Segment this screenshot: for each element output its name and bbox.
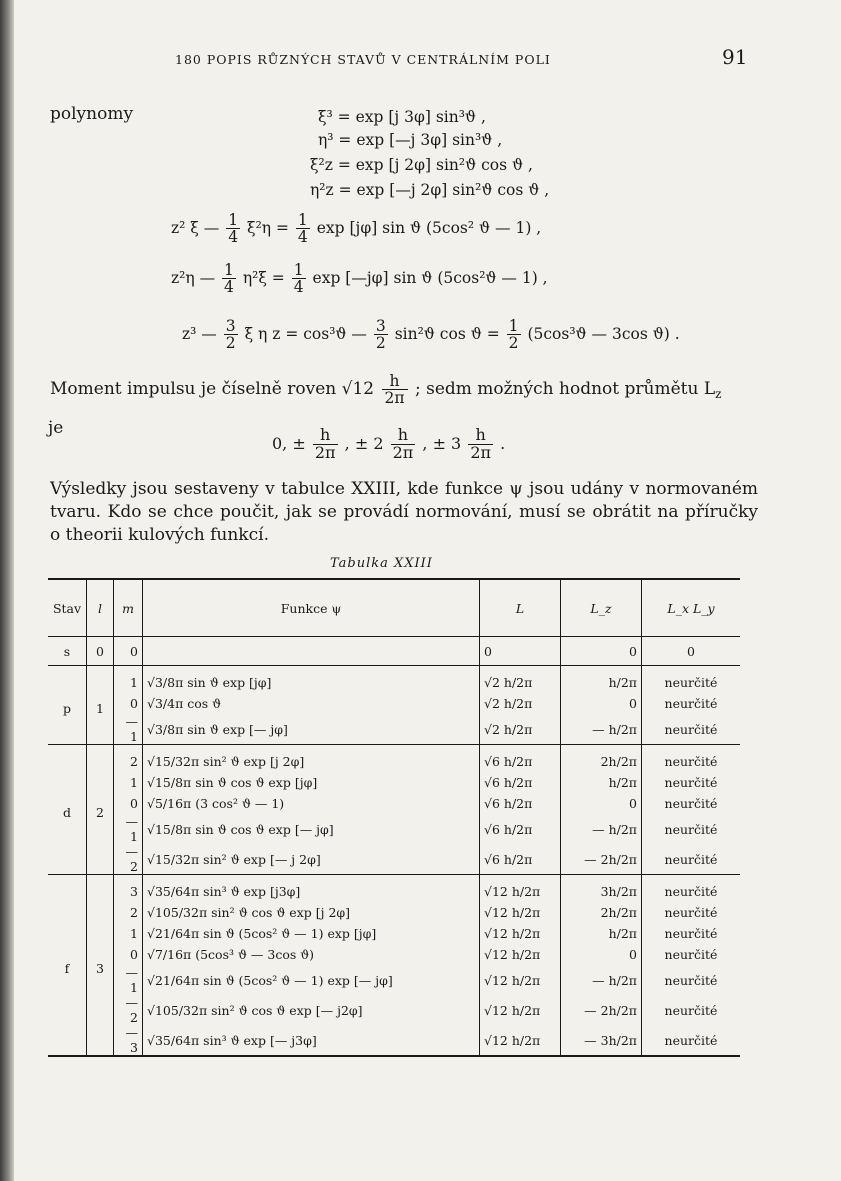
cell-LxLy: neurčité: [664, 796, 718, 811]
cell-m: 3: [114, 875, 143, 903]
table-row: [48, 793, 740, 814]
cell-Lz: 0: [561, 637, 642, 666]
cell-Lz: — 2h/2π: [561, 995, 642, 1025]
table-row: [48, 902, 740, 923]
cell-m: 1: [114, 666, 143, 694]
values-f3-num: h: [468, 427, 493, 445]
cell-l: 1: [87, 666, 114, 745]
values-frac-1: [313, 427, 338, 462]
book-binding-shadow: [0, 0, 14, 1181]
table-row: [48, 814, 740, 844]
values-f3-den: 2π: [470, 442, 492, 462]
table-row: [48, 693, 740, 714]
running-title: 180 POPIS RŮZNÝCH STAVŮ V CENTRÁLNÍM POLI: [175, 52, 551, 67]
cell-m: 2: [114, 745, 143, 773]
cell-m: 1: [114, 772, 143, 793]
cell-Lz: — h/2π: [561, 965, 642, 995]
values-f2-den: 2π: [392, 442, 414, 462]
eq6-f1-den: 4: [224, 278, 234, 297]
header-l: l: [87, 579, 114, 637]
values-f2-num: h: [391, 427, 416, 445]
cell-m: 2: [114, 902, 143, 923]
eq6-f1-num: 1: [224, 261, 234, 279]
eq7-frac-2: [374, 318, 388, 352]
values-end: .: [500, 433, 506, 453]
values-frac-2: [391, 427, 416, 462]
eq5-f1-den: 4: [228, 228, 239, 247]
eq5-frac-1: [226, 212, 240, 246]
eq6-rhs: exp [—jφ] sin ϑ (5cos²ϑ — 1) ,: [312, 268, 548, 287]
cell-L: √12 h/2π: [480, 965, 561, 995]
values-frac-3: [468, 427, 493, 462]
table-row: [48, 1025, 740, 1056]
cell-L: √12 h/2π: [480, 1025, 561, 1056]
cell-Lz: 3h/2π: [561, 875, 642, 903]
cell-L: √6 h/2π: [480, 793, 561, 814]
cell-Lz: h/2π: [561, 666, 642, 694]
cell-L: √6 h/2π: [480, 814, 561, 844]
cell-m: —2: [114, 844, 143, 875]
table-row: [48, 995, 740, 1025]
cell-funkce: √105/32π sin² ϑ cos ϑ exp [— j2φ]: [143, 995, 480, 1025]
table-body: [48, 637, 740, 1057]
moment-values: [272, 427, 505, 462]
eq7-f3-num: 1: [508, 317, 519, 335]
cell-Lz: 2h/2π: [561, 902, 642, 923]
cell-m: —1: [114, 814, 143, 844]
table-xxiii: [48, 578, 740, 1057]
cell-funkce: √7/16π (5cos³ ϑ — 3cos ϑ): [143, 944, 480, 965]
eq6-lhs-a: z²η —: [171, 268, 216, 287]
cell-LxLy: neurčité: [642, 666, 741, 694]
cell-LxLy: neurčité: [664, 926, 718, 941]
header-funkce: Funkce ψ: [143, 579, 480, 637]
cell-L: 0: [480, 637, 561, 666]
table-header-row: [48, 579, 740, 637]
cell-LxLy: neurčité: [664, 851, 718, 867]
eq7-f1-den: 2: [225, 334, 236, 353]
cell-L: √12 h/2π: [480, 944, 561, 965]
table-row: [48, 714, 740, 745]
cell-funkce: √21/64π sin ϑ (5cos² ϑ — 1) exp [— jφ]: [143, 965, 480, 995]
cell-funkce: [143, 637, 480, 666]
table-row: [48, 923, 740, 944]
cell-LxLy: neurčité: [664, 905, 718, 920]
cell-stav: d: [48, 745, 87, 875]
page-number: 91: [722, 45, 748, 69]
eq6-lhs-b: η²ξ =: [242, 268, 285, 287]
header-stav: Stav: [48, 579, 87, 637]
header-L: L: [480, 579, 561, 637]
eq6-f2-den: 4: [293, 278, 304, 297]
cell-L: √6 h/2π: [480, 772, 561, 793]
table-row: [48, 875, 740, 903]
cell-Lz: 0: [561, 693, 642, 714]
table-row: [48, 772, 740, 793]
moment-frac: [382, 373, 408, 407]
table-caption: Tabulka XXIII: [330, 556, 433, 571]
cell-m: —3: [114, 1025, 143, 1056]
eq6-frac-1: [222, 262, 236, 296]
header-LxLy: L_x L_y: [642, 579, 741, 637]
cell-stav: f: [48, 875, 87, 1057]
equation-3: ξ²z = exp [j 2φ] sin²ϑ cos ϑ ,: [310, 156, 533, 174]
eq5-f2-num: 1: [297, 211, 308, 229]
eq5-lhs-a: z² ξ —: [171, 218, 220, 237]
cell-L: √6 h/2π: [480, 844, 561, 875]
eq7-f2-den: 2: [375, 334, 386, 353]
cell-funkce: √105/32π sin² ϑ cos ϑ exp [j 2φ]: [143, 902, 480, 923]
cell-LxLy: neurčité: [664, 721, 718, 737]
cell-m: 0: [114, 637, 143, 666]
eq7-f1-num: 3: [225, 317, 236, 335]
cell-m: 1: [114, 923, 143, 944]
cell-funkce: √15/32π sin² ϑ exp [— j 2φ]: [143, 844, 480, 875]
eq7-f3-den: 2: [508, 334, 519, 353]
values-c: , ± 3: [422, 433, 462, 453]
cell-l: 0: [87, 637, 114, 666]
table-row: [48, 745, 740, 773]
equation-1: ξ³ = exp [j 3φ] sin³ϑ ,: [318, 108, 486, 126]
cell-stav: s: [48, 637, 87, 666]
cell-LxLy: neurčité: [664, 775, 718, 790]
cell-m: 0: [114, 793, 143, 814]
cell-LxLy: neurčité: [664, 1002, 718, 1018]
eq5-f2-den: 4: [297, 228, 308, 247]
eq6-frac-2: [292, 262, 306, 296]
table-row: [48, 637, 740, 666]
cell-funkce: √15/8π sin ϑ cos ϑ exp [— jφ]: [143, 814, 480, 844]
moment-text-b-sub: z: [715, 387, 722, 402]
moment-text-b: ; sedm možných hodnot průmětu L: [414, 378, 716, 399]
values-f1-num: h: [313, 427, 338, 445]
cell-LxLy: neurčité: [664, 972, 718, 988]
cell-l: 2: [87, 745, 114, 875]
cell-L: √2 h/2π: [480, 714, 561, 745]
equation-2: η³ = exp [—j 3φ] sin³ϑ ,: [318, 131, 503, 149]
cell-L: √2 h/2π: [480, 666, 561, 694]
cell-Lz: h/2π: [561, 772, 642, 793]
cell-L: √12 h/2π: [480, 923, 561, 944]
cell-Lz: 0: [561, 944, 642, 965]
eq7-lhs-b: ξ η z = cos³ϑ —: [244, 324, 367, 343]
cell-L: √12 h/2π: [480, 902, 561, 923]
cell-L: √2 h/2π: [480, 693, 561, 714]
cell-funkce: √35/64π sin³ ϑ exp [j3φ]: [143, 875, 480, 903]
polynomials-label: polynomy: [50, 104, 134, 124]
cell-funkce: √3/8π sin ϑ exp [— jφ]: [143, 714, 480, 745]
eq5-rhs: exp [jφ] sin ϑ (5cos² ϑ — 1) ,: [316, 218, 542, 237]
eq7-f2-num: 3: [375, 317, 386, 335]
equation-5: [171, 212, 541, 246]
table-row: [48, 944, 740, 965]
cell-L: √6 h/2π: [480, 745, 561, 773]
table-row: [48, 666, 740, 694]
values-a: 0, ±: [272, 433, 306, 453]
cell-LxLy: neurčité: [642, 875, 741, 903]
cell-LxLy: 0: [687, 643, 695, 659]
cell-Lz: — 2h/2π: [561, 844, 642, 875]
cell-Lz: — h/2π: [561, 814, 642, 844]
cell-funkce: √21/64π sin ϑ (5cos² ϑ — 1) exp [jφ]: [143, 923, 480, 944]
cell-l: 3: [87, 875, 114, 1057]
values-b: , ± 2: [344, 433, 384, 453]
moment-line: [50, 373, 721, 407]
eq5-f1-num: 1: [228, 211, 239, 229]
je-label: je: [48, 418, 64, 438]
eq7-lhs-a: z³ —: [182, 324, 217, 343]
eq5-frac-2: [296, 212, 310, 246]
eq5-lhs-b: ξ²η =: [247, 218, 289, 237]
cell-L: √12 h/2π: [480, 995, 561, 1025]
values-f1-den: 2π: [314, 442, 336, 462]
eq6-f2-num: 1: [293, 261, 304, 279]
cell-m: 0: [114, 944, 143, 965]
eq7-rhs: (5cos³ϑ — 3cos ϑ) .: [527, 324, 680, 343]
cell-funkce: √35/64π sin³ ϑ exp [— j3φ]: [143, 1025, 480, 1056]
eq7-frac-1: [224, 318, 238, 352]
cell-Lz: — h/2π: [561, 714, 642, 745]
eq7-mid: sin²ϑ cos ϑ =: [394, 324, 500, 343]
cell-Lz: 0: [561, 793, 642, 814]
moment-frac-num: h: [382, 373, 408, 390]
equation-4: η²z = exp [—j 2φ] sin²ϑ cos ϑ ,: [310, 181, 550, 199]
cell-LxLy: neurčité: [642, 745, 741, 773]
cell-Lz: — 3h/2π: [561, 1025, 642, 1056]
table-row: [48, 844, 740, 875]
cell-funkce: √3/8π sin ϑ exp [jφ]: [143, 666, 480, 694]
cell-m: —2: [114, 995, 143, 1025]
cell-LxLy: neurčité: [664, 947, 718, 962]
cell-Lz: h/2π: [561, 923, 642, 944]
cell-Lz: 2h/2π: [561, 745, 642, 773]
cell-m: 0: [114, 693, 143, 714]
cell-funkce: √5/16π (3 cos² ϑ — 1): [143, 793, 480, 814]
cell-LxLy: neurčité: [664, 821, 718, 837]
equation-7: [182, 318, 680, 352]
header-m: m: [114, 579, 143, 637]
body-paragraph: Výsledky jsou sestaveny v tabulce XXIII, kde funkce ψ jsou udány v normovaném tvaru. Kdo se chce poučit, jak se provádí normování, musí se obrátit na příručky o theorii kulových funkcí.: [50, 479, 758, 545]
cell-m: —1: [114, 714, 143, 745]
eq7-frac-3: [507, 318, 521, 352]
header-Lz: L_z: [561, 579, 642, 637]
equation-6: [171, 262, 548, 296]
cell-LxLy: neurčité: [664, 1032, 718, 1048]
cell-funkce: √15/32π sin² ϑ exp [j 2φ]: [143, 745, 480, 773]
cell-LxLy: neurčité: [664, 696, 718, 711]
table-row: [48, 965, 740, 995]
cell-L: √12 h/2π: [480, 875, 561, 903]
cell-funkce: √3/4π cos ϑ: [143, 693, 480, 714]
moment-frac-den: 2π: [384, 389, 405, 408]
cell-funkce: √15/8π sin ϑ cos ϑ exp [jφ]: [143, 772, 480, 793]
moment-text-a: Moment impulsu je číselně roven √12: [50, 378, 375, 399]
cell-stav: p: [48, 666, 87, 745]
cell-m: —1: [114, 965, 143, 995]
